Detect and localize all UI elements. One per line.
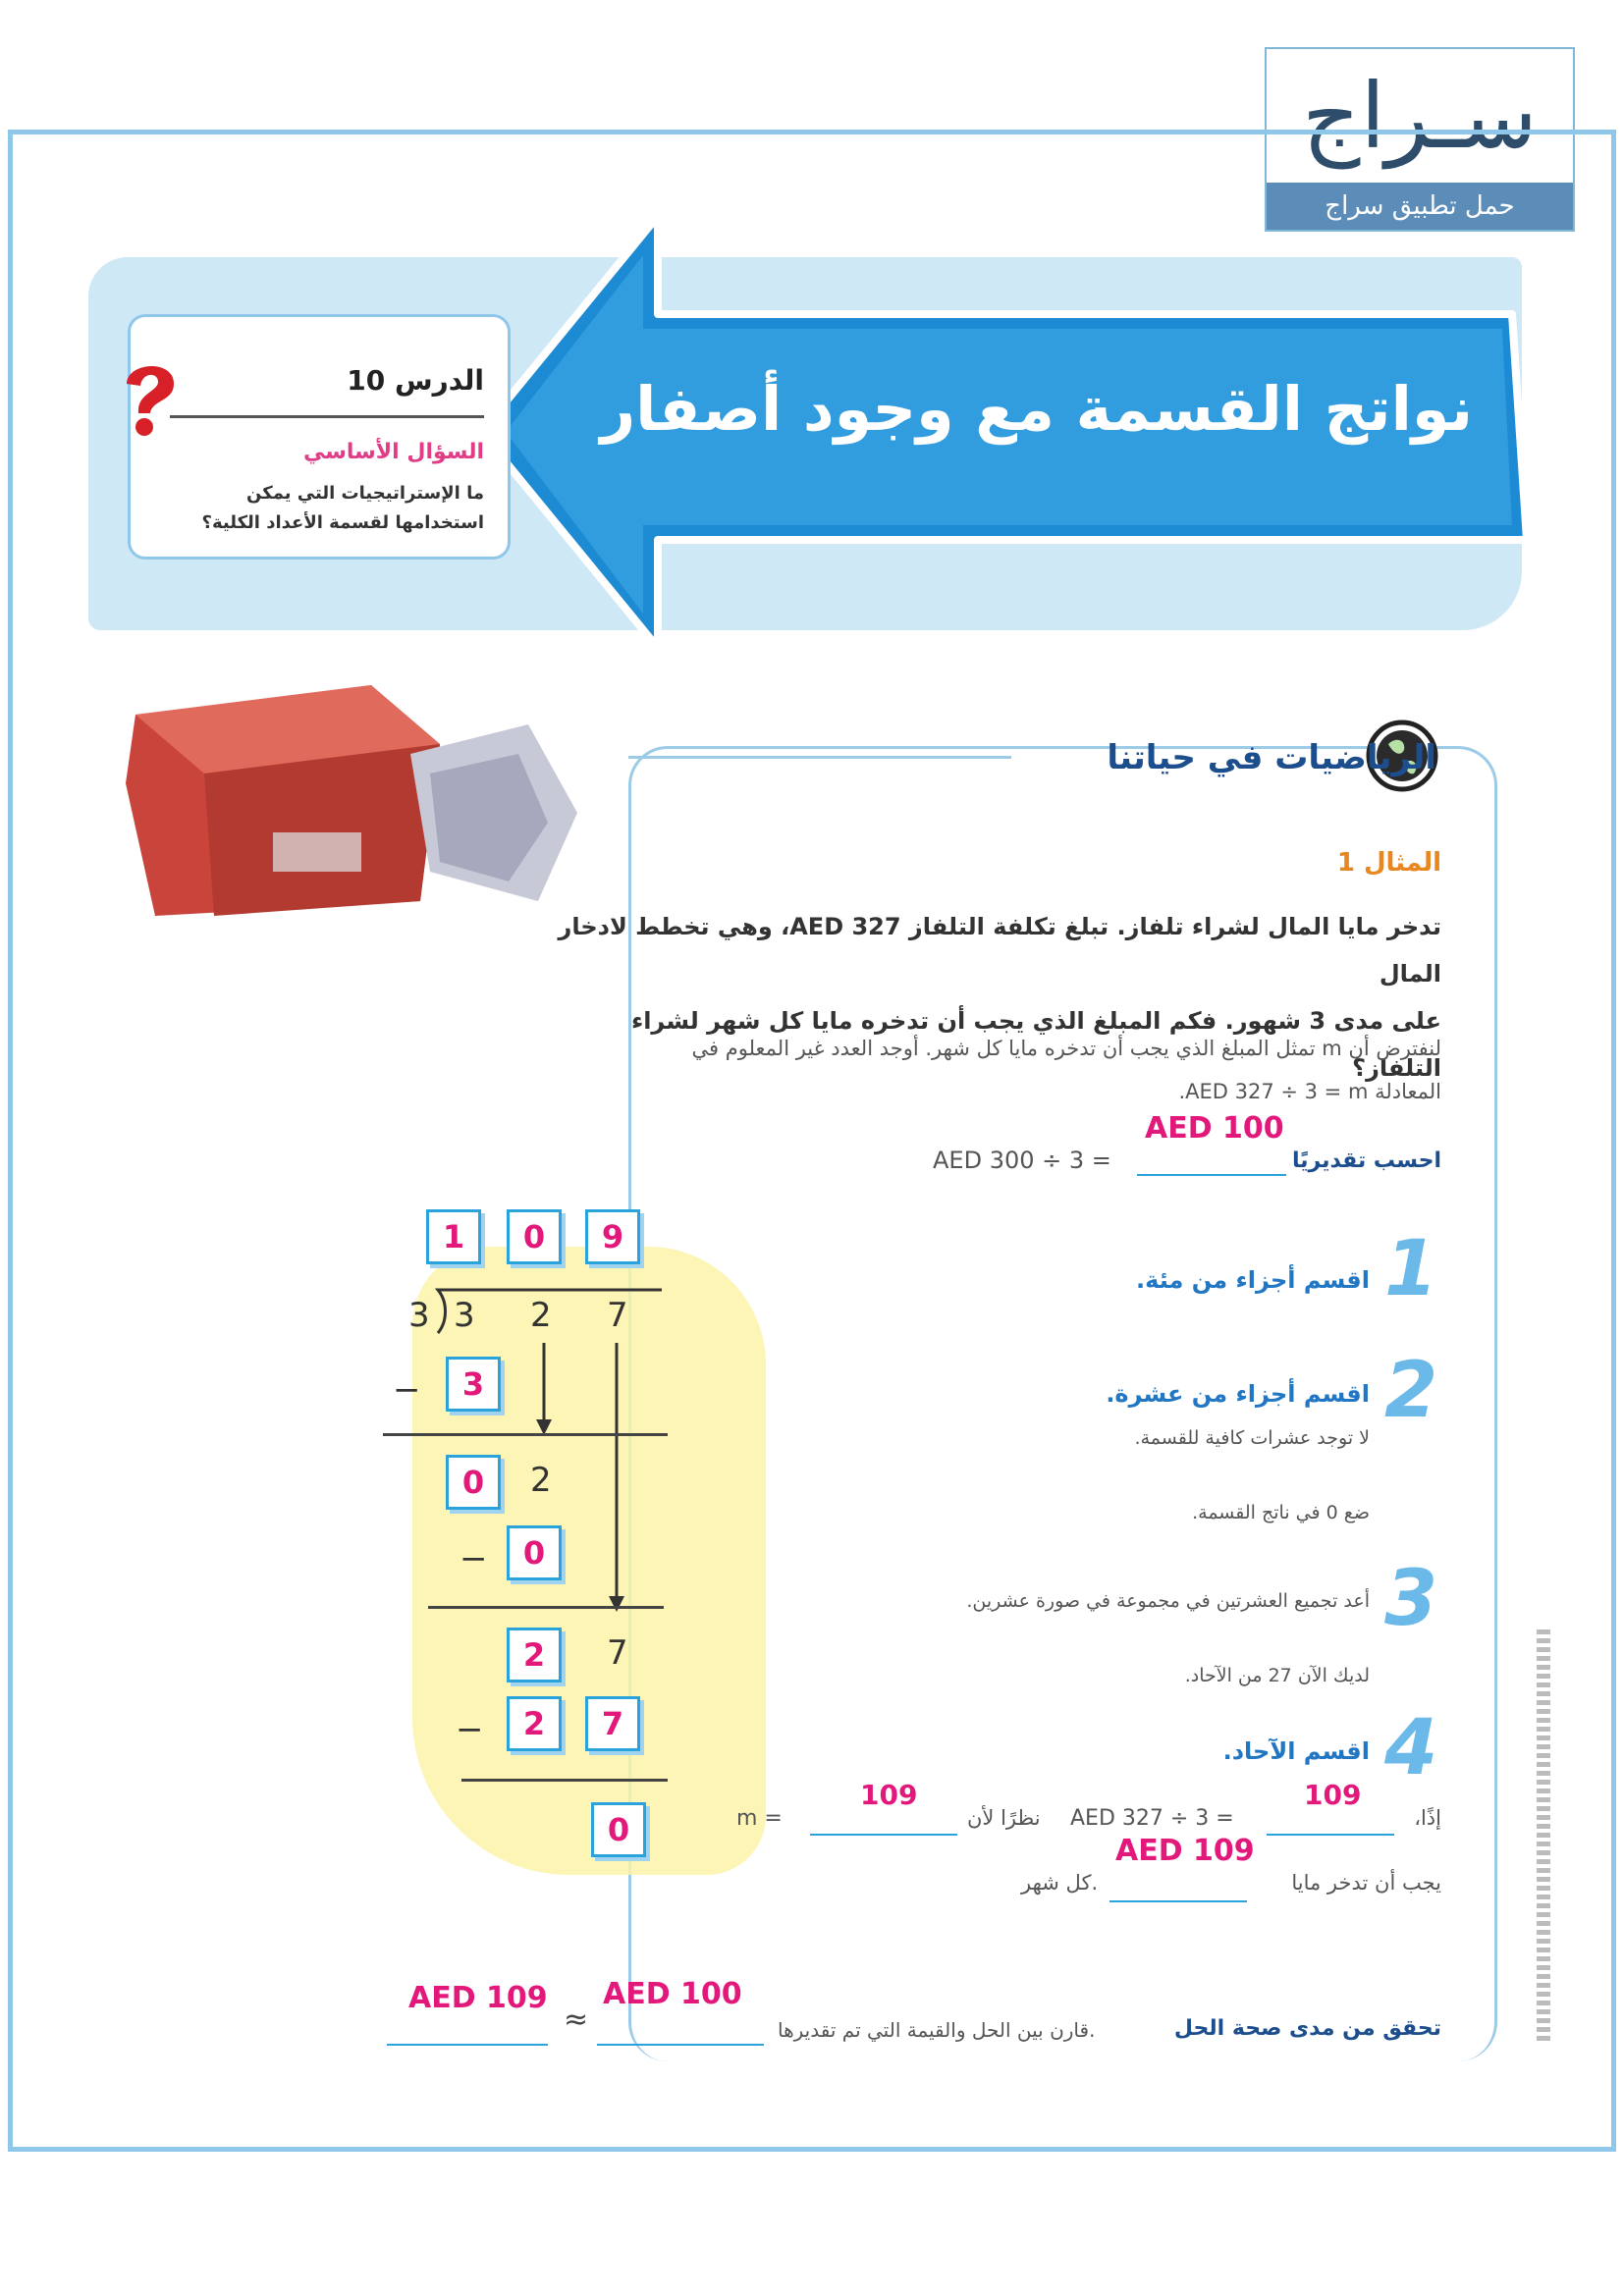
bring-down-digit: 7 (607, 1633, 628, 1673)
essential-question-label: السؤال الأساسي (303, 440, 484, 464)
so-text: إذًا، (1414, 1806, 1441, 1830)
check-answer-left: AED 109 (408, 1981, 548, 2015)
subtract-box: 3 (446, 1357, 501, 1412)
subtract-box: 7 (585, 1696, 640, 1751)
approx-sign: ≈ (564, 2002, 589, 2037)
section-heading: الرياضيات في حياتنا (1107, 738, 1436, 777)
division-expression: AED 327 ÷ 3 = (1070, 1806, 1234, 1831)
essential-question-text: ما الإستراتيجيات التي يمكن استخدامها لقسمة الأعداد الكلية؟ (201, 483, 484, 533)
logo-word: سـراج (1302, 64, 1538, 169)
step-heading: اقسم أجزاء من عشرة. (1106, 1380, 1370, 1408)
estimate-label: احسب تقديريًا (1291, 1148, 1441, 1173)
quotient-digit: 9 (585, 1209, 640, 1264)
quotient-digit: 0 (507, 1209, 562, 1264)
step-text: ضع 0 في ناتج القسمة. (1192, 1502, 1370, 1523)
step-number: 2 (1384, 1347, 1438, 1435)
minus-sign: − (393, 1370, 421, 1410)
lesson-number: الدرس 10 (347, 364, 484, 397)
subtract-box: 2 (507, 1696, 562, 1751)
check-label: تحقق من مدى صحة الحل (1173, 2016, 1441, 2041)
question-mark-icon (113, 356, 184, 441)
problem-line: على مدى 3 شهور. فكم المبلغ الذي يجب أن تدخره مايا كل شهر لشراء التلفاز؟ (630, 1007, 1441, 1082)
divisor: 3 (408, 1296, 430, 1335)
subtract-box: 0 (507, 1525, 562, 1580)
check-answer-right: AED 100 (603, 1977, 742, 2011)
subtract-line (428, 1606, 664, 1609)
step-heading: اقسم أجزاء من مئة. (1136, 1266, 1370, 1294)
remainder-box: 0 (446, 1455, 501, 1510)
subtract-line (383, 1433, 668, 1436)
dividend-digit: 7 (607, 1296, 628, 1335)
estimate-expression: AED 300 ÷ 3 = (933, 1147, 1111, 1174)
piggy-box-photo (116, 675, 587, 921)
step-number: 4 (1384, 1704, 1438, 1792)
setup-line: لنفترض أن m تمثل المبلغ الذي يجب أن تدخره مايا كل شهر. أوجد العدد غير المعلوم في (691, 1037, 1441, 1060)
setup-text (558, 1027, 1441, 1113)
answer-quotient: 109 (1304, 1779, 1362, 1811)
step-number: 1 (1384, 1225, 1438, 1313)
example-label: المثال 1 (1336, 848, 1441, 878)
per-month-text: كل شهر. (1021, 1871, 1099, 1895)
check-text: قارن بين الحل والقيمة التي تم تقديرها. (778, 2018, 1096, 2042)
estimate-answer: AED 100 (1145, 1111, 1284, 1146)
step-number: 3 (1384, 1555, 1438, 1643)
step-text: أعد تجميع العشرتين في مجموعة في صورة عشرين. (966, 1590, 1370, 1612)
step-heading: اقسم الآحاد. (1222, 1737, 1370, 1765)
minus-sign: − (460, 1539, 488, 1578)
long-division (393, 1198, 785, 1885)
dividend-digit: 3 (454, 1296, 475, 1335)
problem-line: تدخر مايا المال لشراء تلفاز. تبلغ تكلفة التلفاز AED 327، وهي تخطط لادخار المال (558, 913, 1441, 988)
final-remainder-box: 0 (591, 1802, 646, 1857)
setup-line: المعادلة AED 327 ÷ 3 = m. (1178, 1080, 1441, 1103)
step-text: لا توجد عشرات كافية للقسمة. (1134, 1427, 1370, 1449)
m-equals: m = (736, 1806, 783, 1831)
must-save-text: يجب أن تدخر مايا (1291, 1871, 1441, 1895)
page-title: نواتج القسمة مع وجود أصفار (600, 373, 1473, 445)
bring-down-arrows (393, 1198, 785, 1885)
answer-monthly: AED 109 (1115, 1834, 1255, 1868)
answer-m: 109 (860, 1779, 918, 1811)
step-text: لديك الآن 27 من الآحاد. (1184, 1665, 1370, 1686)
quotient-digit: 1 (426, 1209, 481, 1264)
copyright-strip (1537, 1629, 1550, 2042)
bring-down-digit: 2 (530, 1461, 552, 1500)
remainder-box: 2 (507, 1628, 562, 1682)
since-text: نظرًا لأن (967, 1806, 1041, 1830)
logo-tagline: حمل تطبيق سراج (1267, 183, 1573, 230)
minus-sign: − (456, 1710, 484, 1749)
dividend-digit: 2 (530, 1296, 552, 1335)
section-rule (628, 756, 1011, 759)
subtract-line (461, 1779, 668, 1782)
lesson-card (128, 314, 511, 560)
divider (170, 415, 484, 418)
